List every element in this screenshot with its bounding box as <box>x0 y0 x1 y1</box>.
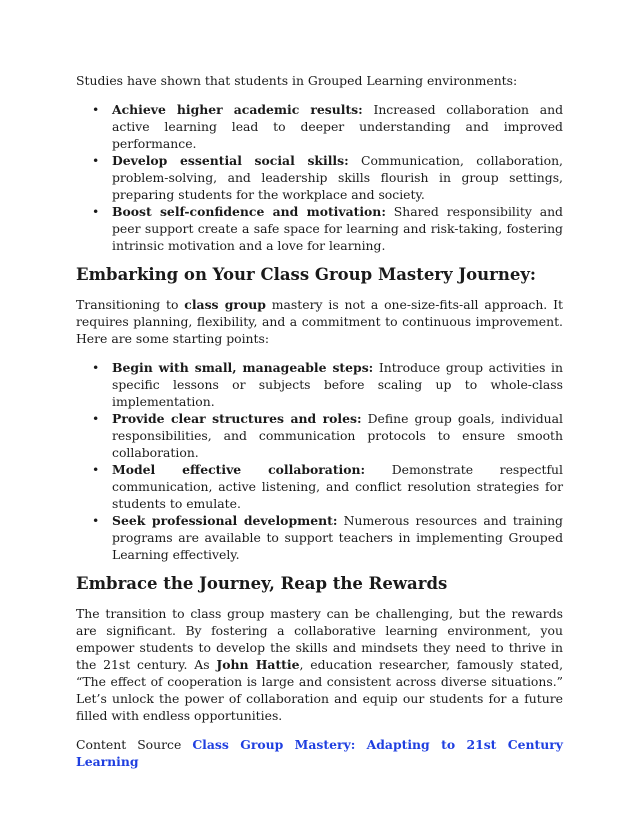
text-run: The transition to class group mastery can be challenging, but the rewards are significant. By fostering a collaborative learning environment, you empower students to develop the skills and mindsets they need to thrive in the 21st century. As <box>76 606 563 672</box>
list-item <box>76 203 563 254</box>
list-item <box>76 512 563 563</box>
list-item-title: Model effective collaboration: <box>112 462 366 477</box>
bullet-icon: • <box>92 102 100 117</box>
list-item <box>76 461 563 512</box>
list-item <box>76 410 563 461</box>
steps-list <box>76 359 563 563</box>
document-page <box>76 72 563 770</box>
list-item-title: Develop essential social skills: <box>112 153 349 168</box>
section-paragraph <box>76 605 563 724</box>
bullet-icon: • <box>92 153 100 168</box>
source-link[interactable]: Class Group Mastery: Adapting to 21st Century Learning <box>76 737 563 769</box>
list-item-text: Introduce group activities in specific lessons or subjects before scaling up to whole-class implementation. <box>112 360 563 409</box>
list-item-text: Demonstrate respectful communication, active listening, and conflict resolution strategies for students to emulate. <box>112 462 563 511</box>
text-run: Transitioning to <box>76 297 185 312</box>
text-run: , education researcher, famously stated, “The effect of cooperation is large and consistent across diverse situations.” Let’s unlock the power of collaboration and equip our students for a future filled with endless opportunities. <box>76 657 564 723</box>
list-item-title: Boost self-confidence and motivation: <box>112 204 386 219</box>
list-item-text: Numerous resources and training programs are available to support teachers in implementing Grouped Learning effectively. <box>112 513 563 562</box>
bold-term: John Hattie <box>216 657 300 672</box>
bullet-icon: • <box>92 411 100 426</box>
bullet-icon: • <box>92 204 100 219</box>
list-item-title: Provide clear structures and roles: <box>112 411 362 426</box>
text-run: mastery is not a one-size-fits-all approach. It requires planning, flexibility, and a commitment to continuous improvement. Here are some starting points: <box>76 297 563 346</box>
bullet-icon: • <box>92 360 100 375</box>
list-item-title: Seek professional development: <box>112 513 338 528</box>
list-item <box>76 359 563 410</box>
source-label: Content Source <box>76 737 193 752</box>
bullet-icon: • <box>92 462 100 477</box>
list-item-text: Shared responsibility and peer support create a safe space for learning and risk-taking, fostering intrinsic motivation and a love for learning. <box>112 204 563 253</box>
list-item-text: Define group goals, individual responsibilities, and communication protocols to ensure smooth collaboration. <box>112 411 563 460</box>
content-source <box>76 736 563 770</box>
section-heading: Embrace the Journey, Reap the Rewards <box>76 574 448 593</box>
list-item-title: Begin with small, manageable steps: <box>112 360 374 375</box>
section-paragraph <box>76 296 563 347</box>
list-item-text: Communication, collaboration, problem-solving, and leadership skills flourish in group settings, preparing students for the workplace and society. <box>112 153 563 202</box>
section-heading: Embarking on Your Class Group Mastery Journey: <box>76 265 537 284</box>
bullet-icon: • <box>92 513 100 528</box>
list-item-title: Achieve higher academic results: <box>112 102 363 117</box>
list-item <box>76 101 563 152</box>
bold-term: class group <box>184 297 266 312</box>
intro-paragraph: Studies have shown that students in Grouped Learning environments: <box>76 73 518 88</box>
list-item <box>76 152 563 203</box>
list-item-text: Increased collaboration and active learning lead to deeper understanding and improved performance. <box>112 102 563 151</box>
benefits-list <box>76 101 563 254</box>
